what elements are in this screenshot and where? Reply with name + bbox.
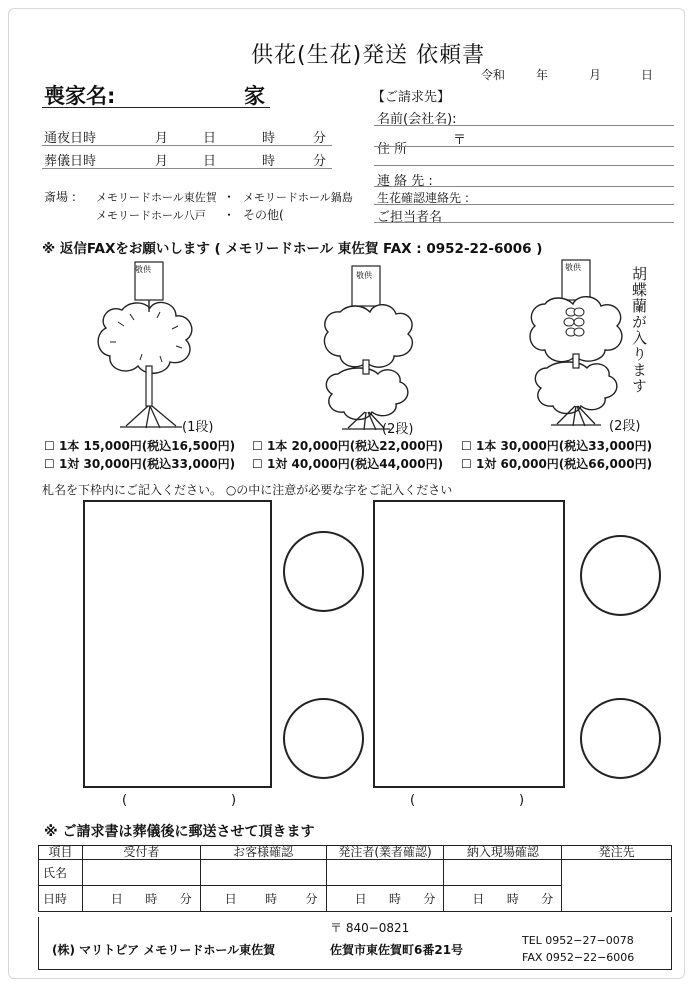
date-day-unit: 日 [641,68,654,82]
funeral-label: 葬儀日時 [44,154,97,169]
table-cell-input[interactable] [82,860,200,886]
minute-unit: 分 [179,892,192,906]
table-header-cell: 受付者 [82,846,200,860]
funeral-hour-unit: 時 [262,154,276,169]
table-header-cell: 発注先 [562,846,672,860]
funeral-underline[interactable] [42,168,332,169]
footer-fax: FAX 0952−22−6006 [522,951,635,964]
postal-mark: 〒 [453,133,467,148]
flower-tag-2: 敬供 [356,271,372,280]
billing-address-label: 住 所 [377,142,408,157]
price-option-3-pair[interactable] [461,455,652,472]
flower-stand-3-tier: (2段) [609,419,641,434]
date-month-unit: 月 [589,68,602,82]
billing-name-line[interactable] [374,125,674,126]
venue-option-higashisaga[interactable]: メモリードホール東佐賀 [96,191,217,204]
family-name-underline[interactable] [42,107,270,108]
price-option-label: 1本 20,000円(税込22,000円) [266,439,444,453]
hour-unit: 時 [388,892,401,906]
table-header-cell: 納入現場確認 [444,846,562,860]
card-name-box-right[interactable] [373,500,565,788]
table-cell-input[interactable] [444,860,562,886]
footer-address: 佐賀市東佐賀町6番21号 [330,943,464,957]
flower-contact-label: 生花確認連絡先 : [377,191,469,205]
price-option-label: 1対 60,000円(税込66,000円) [475,457,653,471]
checkbox-icon[interactable]: ☐ [44,439,55,453]
price-option-2-single[interactable] [252,437,443,454]
family-suffix: 家 [244,84,265,108]
venue-option-nabeshima[interactable]: メモリードホール鍋島 [243,191,353,204]
table-cell-datetime[interactable] [326,886,444,912]
table-row-name [39,860,672,886]
checkbox-icon[interactable]: ☐ [461,457,472,471]
billing-address-line[interactable] [374,165,674,166]
flower-stand-1-tier: (1段) [182,420,214,435]
day-unit: 日 [354,892,367,906]
family-name-label: 喪家名: [44,84,116,108]
flower-stand-2-illustration [318,262,428,432]
confirmation-table [38,845,672,912]
minute-unit: 分 [423,892,436,906]
left-paren-close: ) [231,793,237,808]
wake-day-unit: 日 [203,131,217,146]
price-option-2-pair[interactable] [252,455,443,472]
checkbox-icon[interactable]: ☐ [461,439,472,453]
price-option-1-single[interactable] [44,437,235,454]
table-header-cell: 発注者(業者確認) [326,846,444,860]
checkbox-icon[interactable]: ☐ [252,457,263,471]
flower-tag-1: 敬供 [135,265,151,274]
wake-hour-unit: 時 [262,131,276,146]
venue-label: 斎場 : [44,190,76,204]
table-cell-datetime[interactable] [444,886,562,912]
left-paren-open: ( [122,793,128,808]
price-option-3-single[interactable] [461,437,652,454]
price-option-label: 1本 15,000円(税込16,500円) [58,439,236,453]
table-cell-datetime[interactable] [200,886,326,912]
table-cell-datetime[interactable] [82,886,200,912]
flower-stand-1-illustration [90,262,200,432]
venue-separator: ・ [223,208,236,222]
venue-separator: ・ [223,190,236,204]
price-option-label: 1対 30,000円(税込33,000円) [58,457,236,471]
date-year-unit: 年 [536,68,549,82]
flower-contact-line[interactable] [374,204,674,205]
minute-unit: 分 [305,892,318,906]
wake-month-unit: 月 [155,131,169,146]
right-paren-open: ( [410,793,416,808]
fax-notice: ※ 返信FAXをお願いします ( メモリードホール 東佐賀 FAX : 0952-22-6006 ) [42,241,543,257]
caution-circle-left-top[interactable] [283,531,364,612]
wake-minute-unit: 分 [313,131,327,146]
hour-unit: 時 [145,892,158,906]
day-unit: 日 [110,892,123,906]
caution-circle-right-bottom[interactable] [580,698,661,779]
flower-stand-3-illustration [525,260,635,430]
row-label-datetime: 日時 [39,886,83,912]
hour-unit: 時 [506,892,519,906]
table-header-cell: 項目 [39,846,83,860]
day-unit: 日 [224,892,237,906]
flower-tag-3: 敬供 [565,263,581,272]
funeral-day-unit: 日 [203,154,217,169]
person-in-charge-line[interactable] [374,222,674,223]
day-unit: 日 [472,892,485,906]
price-option-1-pair[interactable] [44,455,235,472]
funeral-minute-unit: 分 [313,154,327,169]
supplier-cell[interactable] [562,860,672,912]
caution-circle-left-bottom[interactable] [283,698,364,779]
page-title: 供花(生花)発送 依頼書 [251,43,486,68]
minute-unit: 分 [541,892,554,906]
checkbox-icon[interactable]: ☐ [252,439,263,453]
orchid-note: 胡蝶蘭が入ります [630,266,648,394]
footer-postal: 〒 840−0821 [330,921,410,935]
billing-name-label: 名前(会社名): [377,112,457,127]
right-paren-close: ) [519,793,525,808]
invoice-note: ※ ご請求書は葬儀後に郵送させて頂きます [44,824,315,840]
billing-postal-line[interactable] [374,146,674,147]
wake-underline[interactable] [42,145,332,146]
table-cell-input[interactable] [200,860,326,886]
card-name-box-left[interactable] [83,500,272,788]
row-label-name: 氏名 [39,860,83,886]
checkbox-icon[interactable]: ☐ [44,457,55,471]
flower-stand-2-tier: (2段) [382,422,414,437]
table-cell-input[interactable] [326,860,444,886]
venue-option-other[interactable]: その他( [243,208,284,222]
person-in-charge-label: ご担当者名 [377,210,443,225]
wake-label: 通夜日時 [44,131,97,146]
venue-option-hachinohe[interactable]: メモリードホール八戸 [96,209,206,222]
table-header-row [39,846,672,860]
card-instruction: 札名を下枠内にご記入ください。 ○の中に注意が必要な字をご記入ください [42,483,453,497]
caution-circle-right-top[interactable] [580,535,661,616]
footer-tel: TEL 0952−27−0078 [522,934,634,947]
table-header-cell: お客様確認 [200,846,326,860]
funeral-month-unit: 月 [155,154,169,169]
footer-company: (株) マリトピア メモリードホール東佐賀 [52,943,276,957]
hour-unit: 時 [265,892,278,906]
billing-contact-line[interactable] [374,186,674,187]
billing-contact-label: 連 絡 先 : [377,174,433,189]
date-era: 令和 [481,68,506,82]
billing-heading: 【ご請求先】 [372,90,451,105]
price-option-label: 1本 30,000円(税込33,000円) [475,439,653,453]
price-option-label: 1対 40,000円(税込44,000円) [266,457,444,471]
